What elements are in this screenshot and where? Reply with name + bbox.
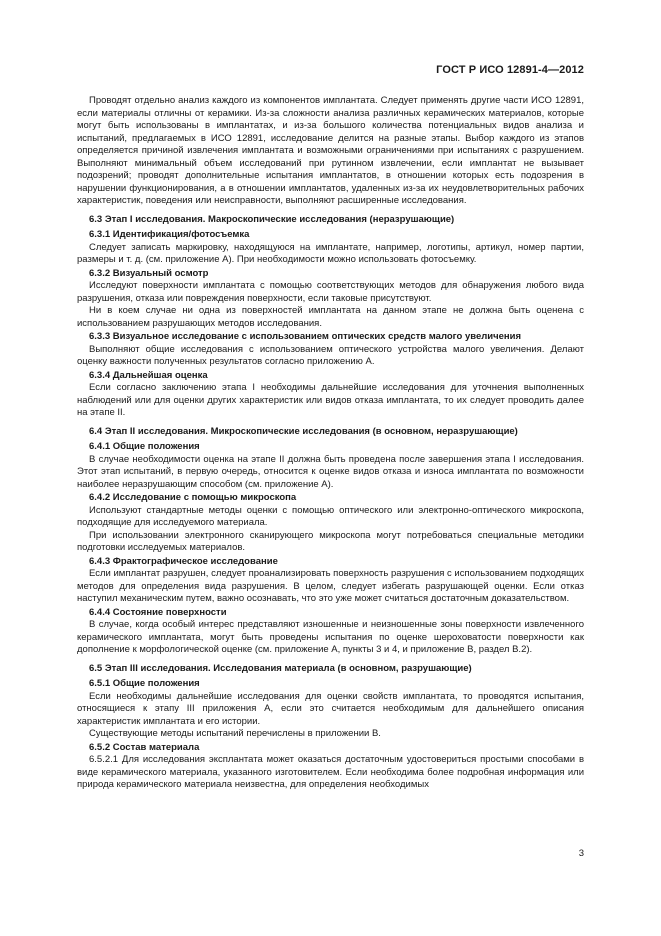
section-6-5-1-text-2: Существующие методы испытаний перечислены в приложении В. bbox=[89, 728, 381, 739]
section-6-4-3-heading: 6.4.3 Фрактографическое исследование bbox=[89, 555, 278, 567]
section-6-4-3-text: Если имплантат разрушен, следует проанализировать поверхность разрушения с использованием подходящих методов для определения вида разрушения. В целом, следует избегать разрушающей оценки. Если отказ наступил механическим путем, важно осознавать, что это уже может считаться достаточным доказательством. bbox=[77, 568, 584, 604]
document-body bbox=[77, 95, 584, 792]
section-6-3-heading: 6.3 Этап I исследования. Макроскопические исследования (неразрушающие) bbox=[89, 213, 455, 225]
section-6-5-1-heading: 6.5.1 Общие положения bbox=[89, 678, 200, 689]
section-6-3-3-text: Выполняют общие исследования с использованием оптического устройства малого увеличения. Делают оценку важности полученных результатов согласно приложению А. bbox=[77, 343, 584, 367]
section-6-5-heading: 6.5 Этап III исследования. Исследования материала (в основном, разрушающие) bbox=[89, 662, 472, 674]
section-6-4-heading: 6.4 Этап II исследования. Микроскопические исследования (в основном, неразрушающие) bbox=[89, 425, 518, 437]
section-6-4-2-text-2: При использовании электронного сканирующего микроскопа могут потребоваться специальные методики подготовки исследуемых материалов. bbox=[77, 529, 584, 553]
section-6-3-2-heading: 6.3.2 Визуальный осмотр bbox=[89, 267, 209, 279]
section-6-4-4-text: В случае, когда особый интерес представляют изношенные и неизношенные зоны поверхности извлеченного керамического имплантата, могут быть проведены испытания по оценке шероховатости поверхности как дополнение к морфологической оценке (см. приложение А, пункты 3 и 4, и приложение В, раздел В.2). bbox=[77, 619, 584, 655]
section-6-3-3-heading: 6.3.3 Визуальное исследование с использованием оптических средств малого увеличения bbox=[89, 331, 522, 342]
section-6-4-1-text: В случае необходимости оценка на этапе II должна быть проведена после завершения этапа I исследования. Этот этап испытаний, в первую очередь, относится к оценке видов отказа и износа имплантата по возможности наиболее неразрушающим способом (см. приложение А). bbox=[77, 453, 584, 490]
section-6-3-2-text-1: Исследуют поверхности имплантата с помощью соответствующих методов для обнаружения любого вида разрушения, отказа или повреждения поверхности, если таковые присутствуют. bbox=[77, 280, 584, 304]
section-6-3-4-heading: 6.3.4 Дальнейшая оценка bbox=[89, 369, 208, 381]
page-number: 3 bbox=[578, 848, 584, 859]
section-6-3-4-text: Если согласно заключению этапа I необходимы дальнейшие исследования для уточнения выполненных наблюдений или для оценки других характеристик или видов отказа имплантата, то их следует проводить далее на этапе II. bbox=[77, 382, 584, 418]
section-6-4-1-heading: 6.4.1 Общие положения bbox=[89, 441, 200, 452]
section-6-3-1-text: Следует записать маркировку, находящуюся на имплантате, например, логотипы, артикул, номер партии, размеры и т. д. (см. приложение А). При необходимости можно использовать фотосъемку. bbox=[77, 241, 584, 265]
intro-paragraph: Проводят отдельно анализ каждого из компонентов имплантата. Следует применять другие части ИСО 12891, если материалы отличны от керамики. Из-за сложности анализа различных керамических материалов, которые могут быть использованы в имплантатах, и из-за большого количества потенциальных видов анализа и испытаний, предлагаемых в ИСО 12891, исследование делится на разные этапы. Выбор каждого из этапов определяется причиной извлечения имплантата и возможными ограничениями при испытаниях с разрушением. Выполняют минимальный объем исследований при рутинном извлечении, если имплантат не вызывает подозрений; проводят дополнительные испытания имплантатов, в отношении которых есть подозрения в нарушении функционирования, а в отношении имплантатов, удаленных из-за их неудовлетворительных рабочих характеристик, поведения или неисправности, выполняют расширенные исследования. bbox=[77, 95, 584, 206]
document-header: ГОСТ Р ИСО 12891-4—2012 bbox=[436, 64, 584, 76]
section-6-4-2-text-1: Используют стандартные методы оценки с помощью оптического или электронно-оптического микроскопа, подходящие для исследуемого материала. bbox=[77, 504, 584, 528]
section-6-5-2-heading: 6.5.2 Состав материала bbox=[89, 741, 200, 753]
section-6-3-1-heading: 6.3.1 Идентификация/фотосъемка bbox=[89, 229, 250, 240]
section-6-4-2-heading: 6.4.2 Исследование с помощью микроскопа bbox=[89, 492, 297, 503]
section-6-3-2-text-2: Ни в коем случае ни одна из поверхностей имплантата на данном этапе не должна быть оценена с использованием разрушающих методов исследования. bbox=[77, 305, 584, 329]
section-6-4-4-heading: 6.4.4 Состояние поверхности bbox=[89, 606, 227, 618]
section-6-5-1-text-1: Если необходимы дальнейшие исследования для оценки свойств имплантата, то проводятся испытания, относящиеся к этапу III приложения А, если это считается необходимым для дальнейшего описания характеристик имплантата и его истории. bbox=[77, 690, 584, 727]
section-6-5-2-1-text: 6.5.2.1 Для исследования эксплантата может оказаться достаточным удостовериться простыми способами в виде керамического материала, указанного изготовителем. Если необходима более подробная информация или природа керамического материала неизвестна, для определения необходимых bbox=[77, 754, 584, 790]
